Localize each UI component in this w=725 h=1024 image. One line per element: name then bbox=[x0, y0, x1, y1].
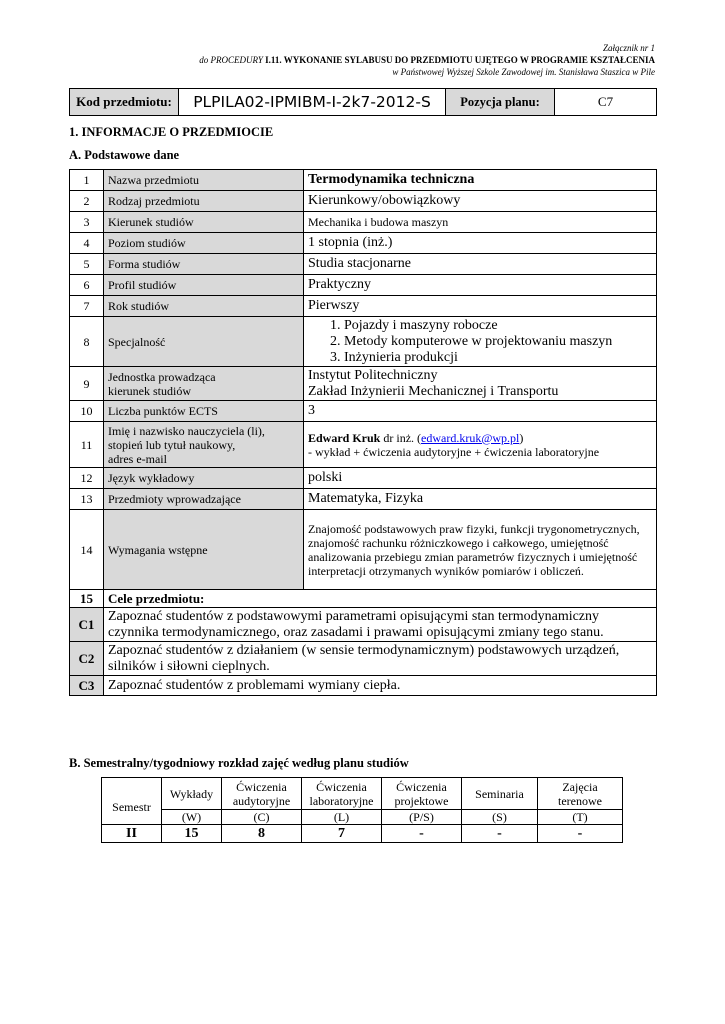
ects-value: 3 bbox=[304, 401, 657, 422]
goal-code: C3 bbox=[70, 676, 104, 696]
list-item: 1. Pojazdy i maszyny robocze bbox=[344, 318, 652, 334]
row-label bbox=[104, 367, 304, 401]
school-line: w Państwowej Wyższej Szkole Zawodowej im. Stanisława Staszica w Pile bbox=[392, 67, 655, 77]
row-label: Język wykładowy bbox=[104, 468, 304, 489]
plan-position-value: C7 bbox=[555, 89, 657, 116]
lecture-hours: 15 bbox=[162, 825, 222, 843]
header-line: Seminaria bbox=[475, 786, 524, 801]
section-1-title: 1. INFORMACJE O PRZEDMIOCIE bbox=[69, 125, 274, 139]
row-number: 1 bbox=[70, 170, 104, 191]
table-row bbox=[70, 608, 657, 642]
row-number: 4 bbox=[70, 233, 104, 254]
teacher-email-link[interactable]: edward.kruk@wp.pl bbox=[421, 430, 520, 445]
table-row bbox=[70, 275, 657, 296]
goal-code: C1 bbox=[70, 608, 104, 642]
goals-title: Cele przedmiotu: bbox=[104, 590, 657, 608]
table-row bbox=[102, 810, 623, 825]
auditory-hours: 8 bbox=[222, 825, 302, 843]
column-header bbox=[162, 778, 222, 810]
table-row bbox=[70, 170, 657, 191]
table-row bbox=[102, 778, 623, 810]
row-number: 10 bbox=[70, 401, 104, 422]
basic-info-table bbox=[69, 169, 657, 696]
row-label: Poziom studiów bbox=[104, 233, 304, 254]
header-line: laboratoryjne bbox=[309, 793, 374, 808]
course-code-table bbox=[69, 88, 657, 116]
row-number: 5 bbox=[70, 254, 104, 275]
column-abbr: (L) bbox=[302, 810, 382, 825]
row-label: Profil studiów bbox=[104, 275, 304, 296]
unit-line: Instytut Politechniczny bbox=[308, 367, 438, 383]
row-label: Specjalność bbox=[104, 317, 304, 367]
label-line: kierunek studiów bbox=[108, 383, 191, 398]
header-line: Wykłady bbox=[169, 786, 214, 801]
row-label: Liczba punktów ECTS bbox=[104, 401, 304, 422]
table-row bbox=[70, 422, 657, 468]
row-label: Nazwa przedmiotu bbox=[104, 170, 304, 191]
label-line: adres e-mail bbox=[108, 451, 167, 466]
course-code-value: PLPILA02-IPMIBM-I-2k7-2012-S bbox=[179, 89, 446, 116]
study-year-value: Pierwszy bbox=[304, 296, 657, 317]
header-line: Ćwiczenia bbox=[316, 779, 367, 794]
row-label: Wymagania wstępne bbox=[104, 510, 304, 590]
header-line: terenowe bbox=[558, 793, 602, 808]
course-name-value: Termodynamika techniczna bbox=[304, 170, 657, 191]
row-label: Kierunek studiów bbox=[104, 212, 304, 233]
study-form-value: Studia stacjonarne bbox=[304, 254, 657, 275]
procedure-line: do PROCEDURY I.11. WYKONANIE SYLABUSU DO PRZEDMIOTU UJĘTEGO W PROGRAMIE KSZTAŁCENIA bbox=[199, 55, 655, 65]
row-number: 6 bbox=[70, 275, 104, 296]
row-number: 11 bbox=[70, 422, 104, 468]
requirements-value: Znajomość podstawowych praw fizyki, funkcji trygonometrycznych, znajomość rachunku różniczkowego i całkowego, umiejętność analizowania przebiegu zmian parametrów fizycznych i umiejętność interpretacji otrzymanych wyników pomiarów i obliczeń. bbox=[304, 510, 657, 590]
table-row bbox=[70, 296, 657, 317]
table-row bbox=[70, 642, 657, 676]
schedule-table bbox=[101, 777, 623, 843]
column-abbr: (C) bbox=[222, 810, 302, 825]
document-header bbox=[199, 42, 655, 78]
column-header bbox=[382, 778, 462, 810]
course-type-value: Kierunkowy/obowiązkowy bbox=[304, 191, 657, 212]
row-number: 12 bbox=[70, 468, 104, 489]
column-header bbox=[538, 778, 623, 810]
goal-text: Zapoznać studentów z działaniem (w sensie termodynamicznym) podstawowych urządzeń, silników i siłowni cieplnych. bbox=[104, 642, 657, 676]
table-row bbox=[70, 191, 657, 212]
table-row bbox=[70, 254, 657, 275]
table-row bbox=[70, 510, 657, 590]
study-level-value: 1 stopnia (inż.) bbox=[304, 233, 657, 254]
semester-header: Semestr bbox=[102, 778, 162, 825]
label-line: Imię i nazwisko nauczyciela (li), bbox=[108, 423, 265, 438]
study-profile-value: Praktyczny bbox=[304, 275, 657, 296]
language-value: polski bbox=[304, 468, 657, 489]
section-b-title: B. Semestralny/tygodniowy rozkład zajęć według planu studiów bbox=[69, 756, 409, 770]
row-number: 13 bbox=[70, 489, 104, 510]
header-line: Ćwiczenia bbox=[236, 779, 287, 794]
attachment-note: Załącznik nr 1 bbox=[602, 43, 655, 53]
row-number: 2 bbox=[70, 191, 104, 212]
header-line: Zajęcia bbox=[562, 779, 598, 794]
specialization-list-cell bbox=[304, 317, 657, 367]
table-row bbox=[70, 233, 657, 254]
table-row bbox=[102, 825, 623, 843]
goal-code: C2 bbox=[70, 642, 104, 676]
row-number: 14 bbox=[70, 510, 104, 590]
teacher-title: dr inż. ( bbox=[380, 430, 422, 445]
list-item: 3. Inżynieria produkcji bbox=[344, 350, 652, 366]
table-row bbox=[70, 676, 657, 696]
table-row bbox=[70, 468, 657, 489]
header-line: projektowe bbox=[394, 793, 449, 808]
column-abbr: (W) bbox=[162, 810, 222, 825]
unit-value bbox=[304, 367, 657, 401]
header-line: Ćwiczenia bbox=[396, 779, 447, 794]
table-row bbox=[70, 401, 657, 422]
teacher-cell bbox=[304, 422, 657, 468]
column-abbr: (S) bbox=[462, 810, 538, 825]
column-abbr: (T) bbox=[538, 810, 623, 825]
column-header bbox=[302, 778, 382, 810]
seminar-hours: - bbox=[462, 825, 538, 843]
row-label: Przedmioty wprowadzające bbox=[104, 489, 304, 510]
course-code-label: Kod przedmiotu: bbox=[70, 89, 179, 116]
row-label: Rodzaj przedmiotu bbox=[104, 191, 304, 212]
goal-text: Zapoznać studentów z problemami wymiany ciepła. bbox=[104, 676, 657, 696]
specialization-list bbox=[308, 318, 652, 366]
table-row bbox=[70, 367, 657, 401]
plan-position-label: Pozycja planu: bbox=[446, 89, 555, 116]
teacher-line bbox=[308, 431, 652, 445]
field-of-study-value: Mechanika i budowa maszyn bbox=[304, 212, 657, 233]
row-label: Forma studiów bbox=[104, 254, 304, 275]
teacher-name: Edward Kruk bbox=[308, 430, 381, 445]
semester-value: II bbox=[102, 825, 162, 843]
list-item: 2. Metody komputerowe w projektowaniu maszyn bbox=[344, 334, 652, 350]
column-header bbox=[462, 778, 538, 810]
row-number: 7 bbox=[70, 296, 104, 317]
row-label bbox=[104, 422, 304, 468]
label-line: stopień lub tytuł naukowy, bbox=[108, 437, 236, 452]
column-abbr: (P/S) bbox=[382, 810, 462, 825]
label-line: Jednostka prowadząca bbox=[108, 369, 216, 384]
row-number: 3 bbox=[70, 212, 104, 233]
field-hours: - bbox=[538, 825, 623, 843]
row-number: 15 bbox=[70, 590, 104, 608]
lab-hours: 7 bbox=[302, 825, 382, 843]
section-a-title: A. Podstawowe dane bbox=[69, 148, 180, 162]
prerequisite-courses-value: Matematyka, Fizyka bbox=[304, 489, 657, 510]
column-header bbox=[222, 778, 302, 810]
class-forms: - wykład + ćwiczenia audytoryjne + ćwiczenia laboratoryjne bbox=[308, 444, 600, 459]
project-hours: - bbox=[382, 825, 462, 843]
row-number: 8 bbox=[70, 317, 104, 367]
table-row bbox=[70, 489, 657, 510]
row-number: 9 bbox=[70, 367, 104, 401]
paren: ) bbox=[519, 430, 524, 445]
goal-text: Zapoznać studentów z podstawowymi parametrami opisującymi stan termodynamiczny czynnika termodynamicznego, oraz zasadami i prawami opisującymi zmiany tego stanu. bbox=[104, 608, 657, 642]
table-row bbox=[70, 212, 657, 233]
table-row bbox=[70, 317, 657, 367]
unit-line: Zakład Inżynierii Mechanicznej i Transportu bbox=[308, 383, 559, 399]
row-label: Rok studiów bbox=[104, 296, 304, 317]
table-row bbox=[70, 590, 657, 608]
header-line: audytoryjne bbox=[232, 793, 291, 808]
